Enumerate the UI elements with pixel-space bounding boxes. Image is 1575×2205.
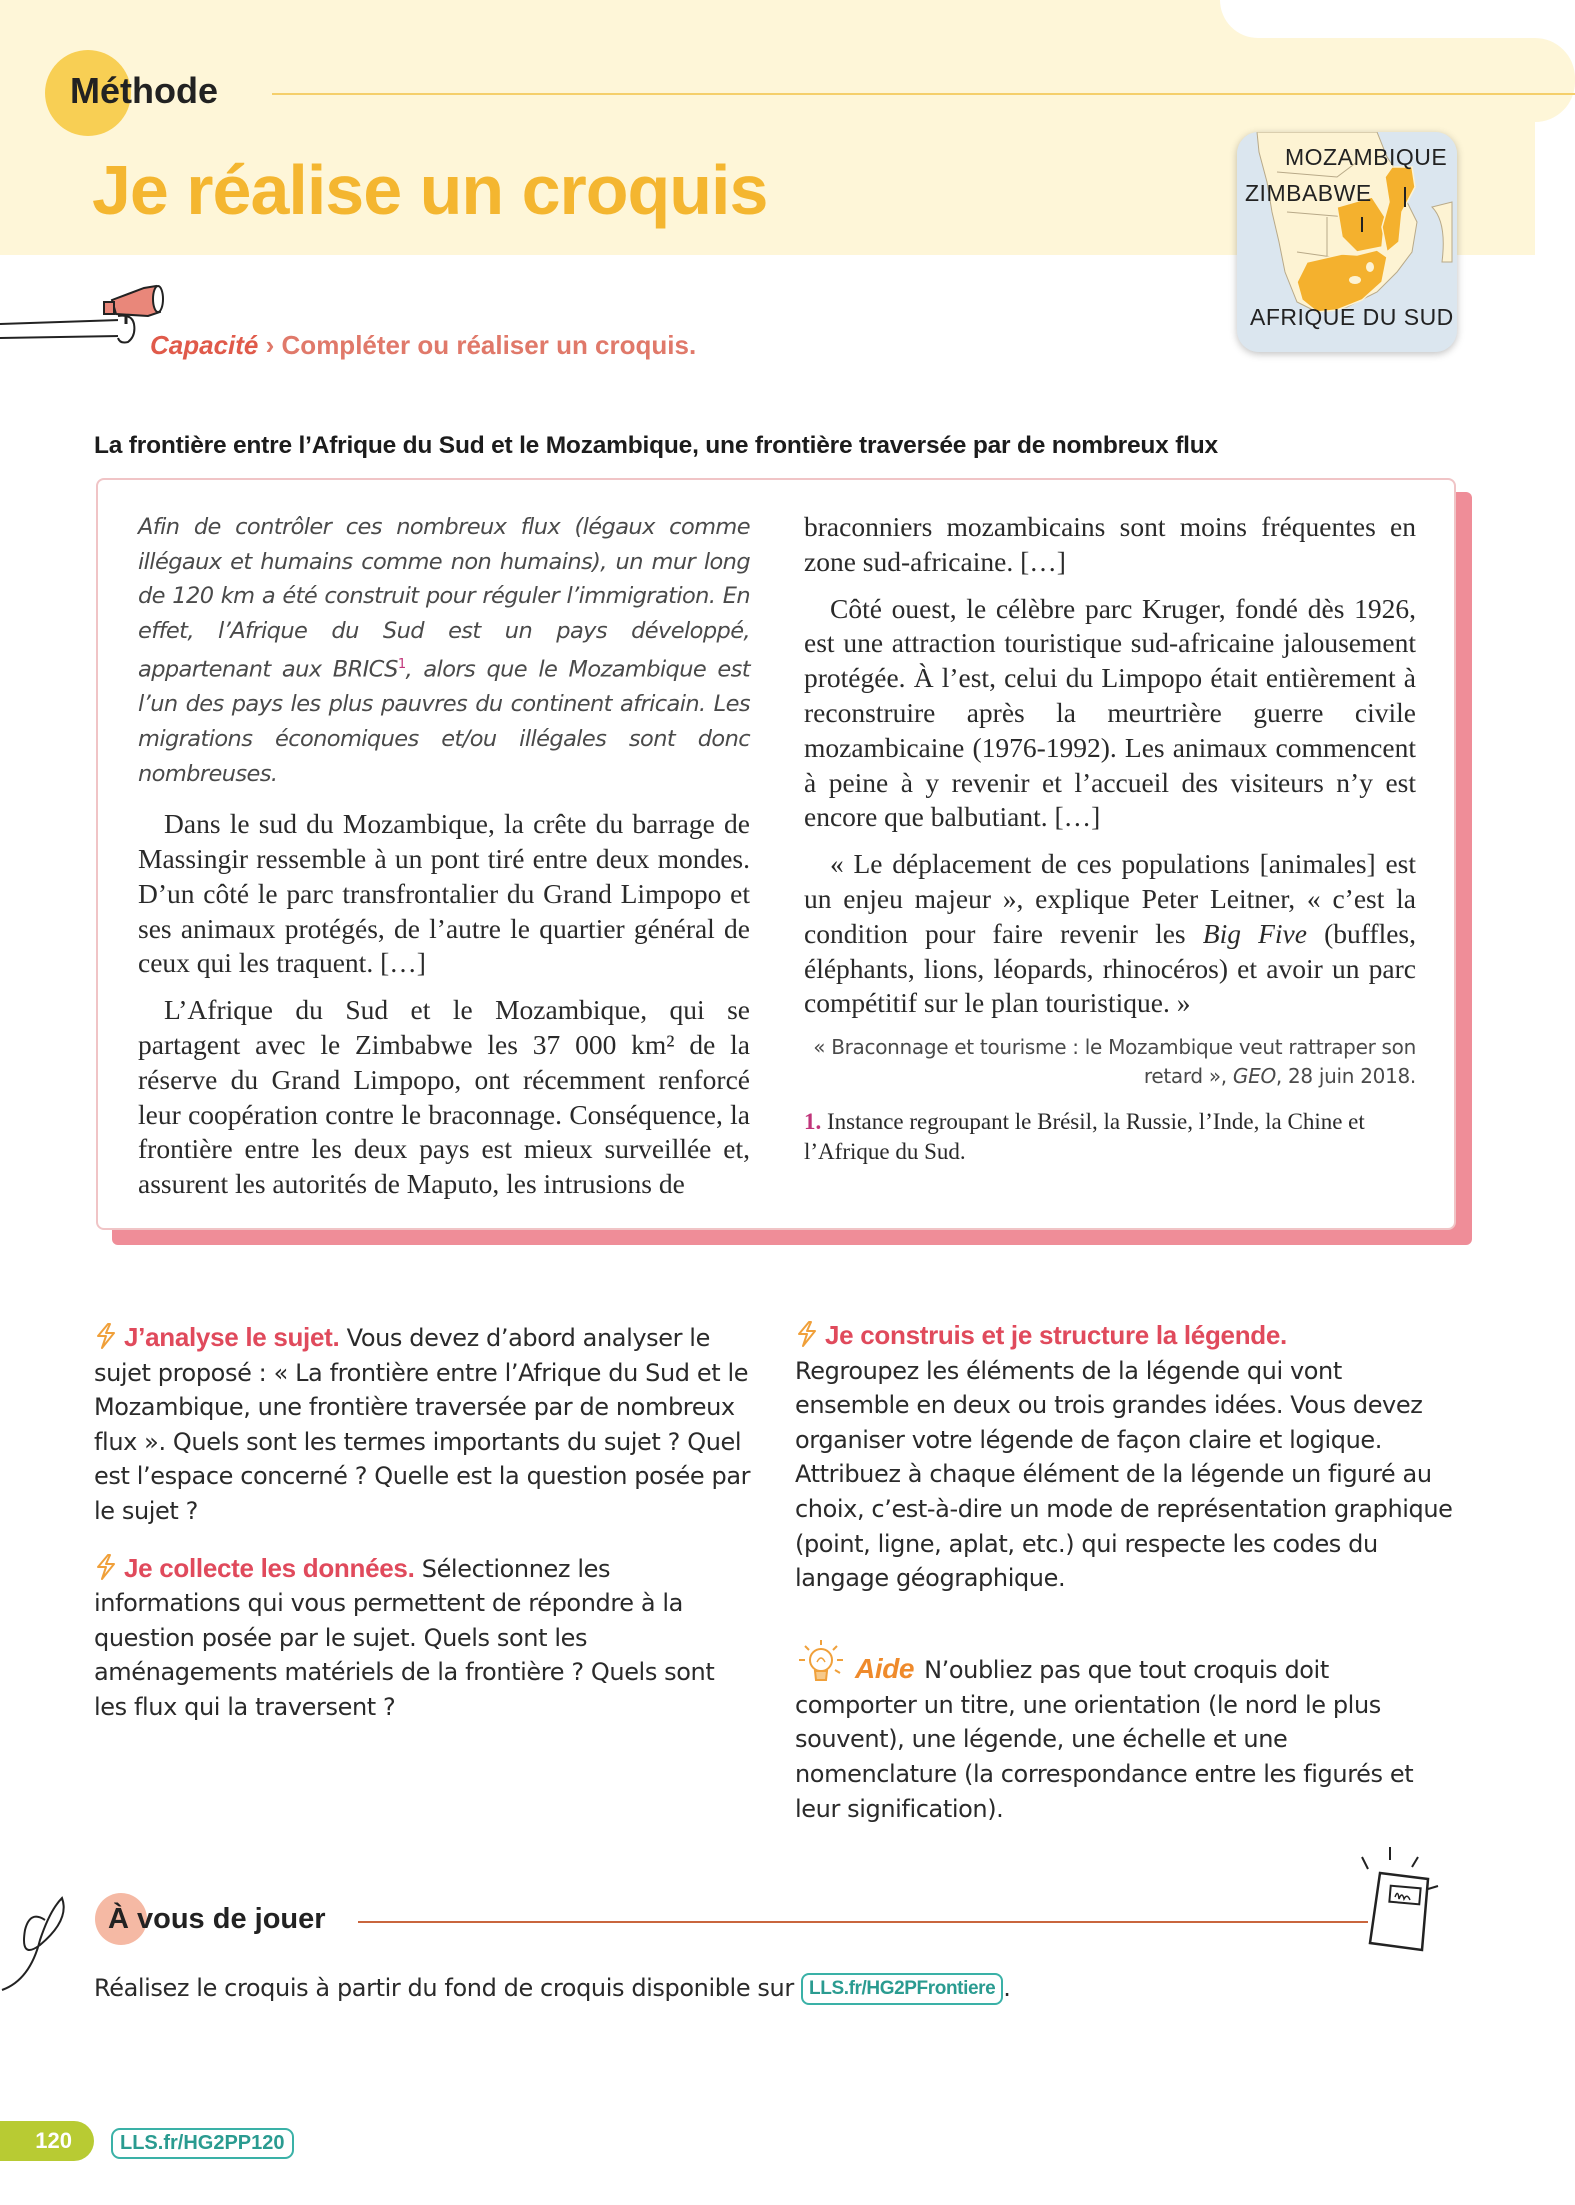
fond-croquis-link[interactable]: LLS.fr/HG2PFrontiere: [801, 1973, 1003, 2005]
capacite-separator: ›: [265, 330, 275, 360]
map-label-south-africa: AFRIQUE DU SUD: [1250, 304, 1454, 330]
step-analyse: J’analyse le sujet. Vous devez d’abord analyser le sujet proposé : « La frontière entre l’Afrique du Sud et le Mozambique, une frontière traversée par de nombreux flux ». Quels sont les termes importants du sujet ? Quel est l’espace concerné ? Quelle est la question posée par le sujet ?: [94, 1322, 751, 1525]
document-paragraph: braconniers mozambicains sont moins fréquentes en zone sud-africaine. […]: [804, 511, 1416, 577]
aide-tip: Aide N’oubliez pas que tout croquis doit comporter un titre, une orientation (le nord le plus souvent), une légende, une échelle et une nomenclature (la correspondance entre les figurés et leur signification).: [795, 1638, 1455, 1826]
footnote-ref[interactable]: 1: [397, 657, 406, 673]
document-column-left: [138, 510, 750, 1202]
step-heading: J’analyse le sujet.: [124, 1322, 340, 1352]
document-title: La frontière entre l’Afrique du Sud et le Mozambique, une frontière traversée par de nombreux flux: [94, 432, 1218, 459]
document-paragraph: L’Afrique du Sud et le Mozambique, qui se partagent avec le Zimbabwe les 37 000 km² de la réserve du Grand Limpopo, ont récemment renforcé leur coopération contre le braconnage. Conséquence, la frontière entre les deux pays est mieux surveillée et, assurent les autorités de Maputo, les intrusions de: [138, 994, 750, 1200]
locator-map: [1237, 132, 1457, 352]
step-collecte: Je collecte les données. Sélectionnez les informations qui vous permettent de répondre à la question posée par le sujet. Quels sont les aménagements matériels de la frontière ? Quels sont les flux qui la traversent ?: [94, 1552, 715, 1721]
page-title: Je réalise un croquis: [92, 151, 768, 229]
notebook-icon: [1340, 1845, 1460, 1960]
document-paragraph: Dans le sud du Mozambique, la crête du barrage de Massingir ressemble à un pont tiré entre deux mondes. D’un côté le parc transfrontalier du Grand Limpopo et ses animaux protégés, de l’autre le quartier général de ceux qui les traquent. […]: [138, 808, 750, 979]
step-heading: Je collecte les données.: [124, 1552, 415, 1583]
capacite-text: Compléter ou réaliser un croquis.: [281, 330, 697, 360]
step-heading: Je construis et je structure la légende.: [825, 1320, 1287, 1350]
map-label-zimbabwe: ZIMBABWE: [1245, 180, 1372, 206]
page-link[interactable]: LLS.fr/HG2PP120: [111, 2128, 294, 2159]
instructions-left: [94, 1320, 754, 1725]
lightning-icon: [795, 1321, 819, 1347]
document-intro: Afin de contrôler ces nombreux flux (légaux comme illégaux et humains comme non humains), un mur long de 120 km a été construit pour réguler l’immigration. En effet, l’Afrique du Sud est un pays développé, appartenant aux BRICS$^1$, alors que le Mozambique est l’un des pays les plus pauvres du continent africain. Les migrations économiques et/ou illégales sont donc nombreuses.: [138, 514, 750, 787]
document-column-right: [804, 510, 1416, 1167]
aide-label: Aide: [855, 1652, 915, 1684]
a-vous-rule: [358, 1921, 1368, 1923]
map-label-mozambique: MOZAMBIQUE: [1285, 144, 1448, 170]
page-number: 120: [0, 2121, 94, 2161]
lightbulb-icon: [795, 1638, 853, 1688]
document-source: « Braconnage et tourisme : le Mozambique veut rattraper son retard », GEO, 28 juin 2018.: [813, 1035, 1416, 1089]
header-notch: [1220, 0, 1575, 38]
capacite-line: [150, 330, 696, 361]
document-footnote: 1. Instance regroupant le Brésil, la Russie, l’Inde, la Chine et l’Afrique du Sud.: [804, 1109, 1365, 1165]
document-paragraph: Côté ouest, le célèbre parc Kruger, fondé dès 1926, est une attraction touristique sud-africaine jalousement protégée. À l’est, celui du Limpopo était entièrement à reconstruire après la meurtrière guerre civile mozambicaine (1976-1992). Les animaux commencent à peine à y revenir et l’accueil des visiteurs n’y est encore que balbutiant. […]: [804, 592, 1416, 833]
squiggle-decoration-icon: [0, 1890, 80, 2000]
lightning-icon: [94, 1554, 118, 1580]
lightning-icon: [94, 1323, 118, 1349]
capacite-label: Capacité: [150, 330, 259, 360]
a-vous-instruction: Réalisez le croquis à partir du fond de croquis disponible sur LLS.fr/HG2PFrontiere .: [94, 1973, 1011, 2005]
a-vous-title: À vous de jouer: [108, 1903, 326, 1935]
capacite-row: [0, 280, 800, 360]
document-quote: « Le déplacement de ces populations [animales] est un enjeu majeur », explique Peter Leitner, « c’est la condition pour faire revenir les Big Five (buffles, éléphants, lions, léopards, rhinocéros) et avoir un parc compétitif sur le plan touristique. »: [804, 848, 1416, 1019]
section-label: Méthode: [70, 70, 218, 111]
instructions-right: [795, 1318, 1455, 1826]
document-box: [96, 478, 1456, 1230]
header-rule: [272, 93, 1575, 95]
step-legende: Je construis et je structure la légende. Regroupez les éléments de la légende qui vont ensemble en deux ou trois grandes idées. Vous devez organiser votre légende de façon claire et logique. Attribuez à chaque élément de la légende un figuré au choix, c’est-à-dire un mode de représentation graphique (point, ligne, aplat, etc.) qui respecte les codes du langage géographique.: [795, 1320, 1453, 1593]
